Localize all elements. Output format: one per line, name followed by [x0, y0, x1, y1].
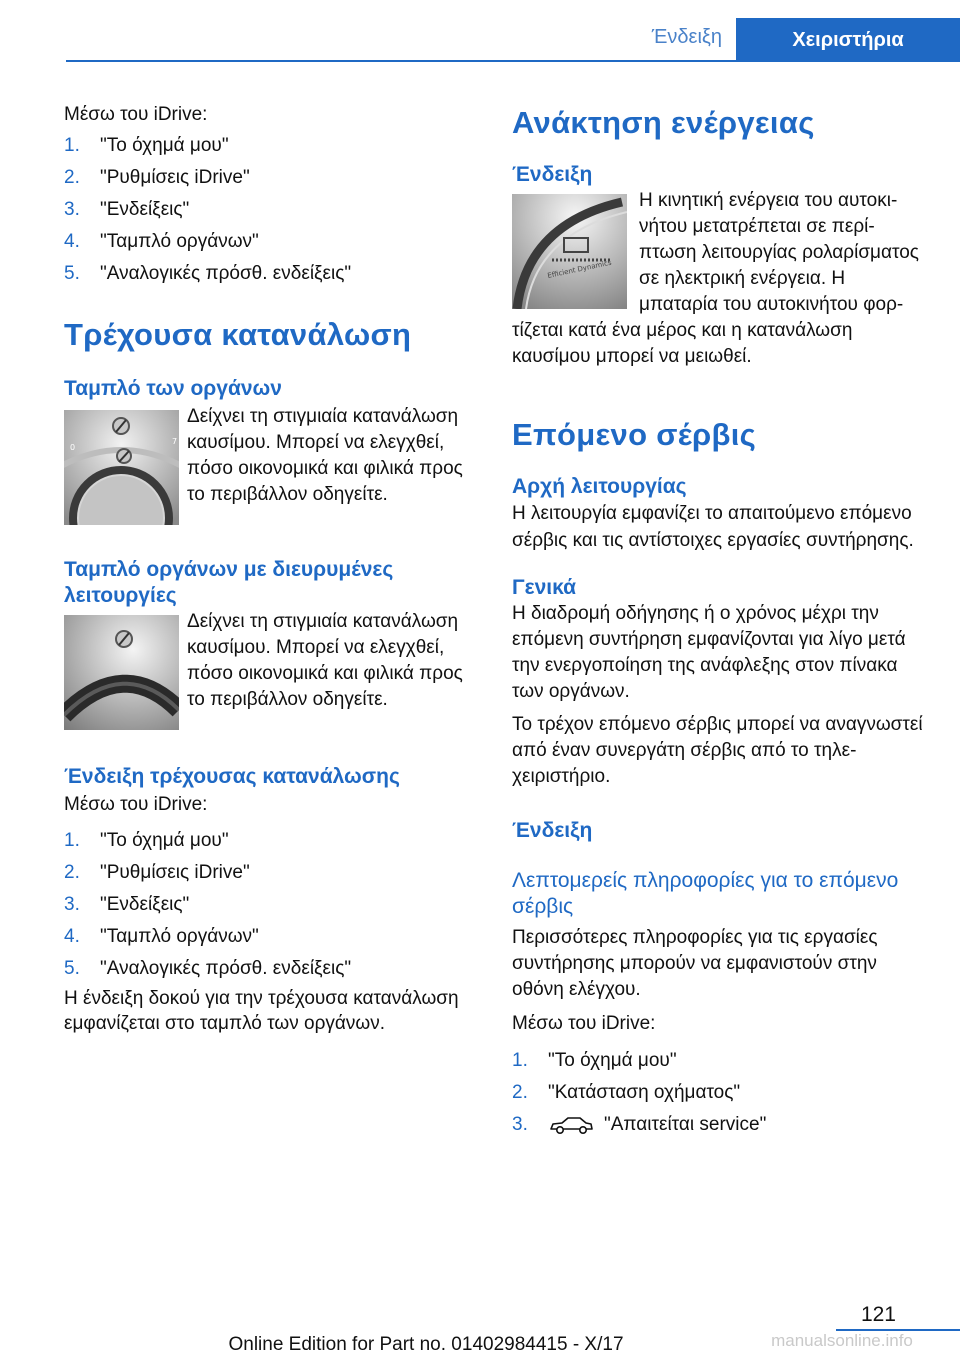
- list-number: 1.: [64, 135, 80, 156]
- idrive-steps-list: [64, 133, 474, 286]
- list-number: 2.: [64, 167, 80, 188]
- detailed-info-text: Περισσότερες πληροφορίες για τις εργασίες συντήρησης μπορούν να εμφανιστούν στην οθόνη ελέγχου.: [512, 927, 878, 1000]
- list-number: 3.: [64, 894, 80, 915]
- efficient-dynamics-label: Efficient Dynamics: [546, 258, 613, 280]
- list-item-text: "Ρυθμίσεις iDrive": [100, 862, 250, 883]
- extended-dashboard-description: Δείχνει τη στιγμιαία κατανάλωση καυσίμου. Μπορεί να ελεγχθεί, πόσο οικονομικά και φιλικά προς το περιβάλλον οδηγείτε.: [187, 611, 463, 710]
- list-number: 4.: [64, 926, 80, 947]
- watermark: manualsonline.info: [771, 1331, 913, 1350]
- energy-recovery-description: Η κινητική ενέργεια του αυτοκινήτου μετατρέπεται σε περίπτωση λειτουργίας ρολαρίσματος σε ηλεκτρική ενέργεια. Η μπαταρία του αυτοκινήτου φορτίζεται κατά ένα μέρος και η κατανάλωση καυσίμου μπορεί να μειωθεί.: [512, 190, 919, 367]
- footer-edition: Online Edition for Part no. 01402984415 - X/17: [228, 1334, 624, 1355]
- page-header: [0, 0, 960, 62]
- list-item-text: "Ρυθμίσεις iDrive": [100, 167, 250, 188]
- dashboard-figure-block: [64, 404, 474, 529]
- current-consumption-bar-description: Η ένδειξη δοκού για την τρέχουσα κατανάλωση εμφανίζεται στο ταμπλό των οργάνων.: [64, 988, 459, 1034]
- header-tab-indication: Ένδειξη: [651, 26, 722, 48]
- section-title-next-service: Επόμενο σέρβις: [512, 417, 757, 452]
- subsection-title-general: Γενικά: [512, 576, 577, 599]
- dashboard-description: Δείχνει τη στιγμιαία κατανάλωση καυσίμου. Μπορεί να ελεγχθεί, πόσο οικονομικά και φιλικά προς το περιβάλλον οδηγείτε.: [187, 406, 463, 505]
- list-number: 5.: [64, 958, 80, 979]
- subsection-title-principle: Αρχή λειτουργίας: [512, 475, 687, 498]
- list-number: 3.: [64, 199, 80, 220]
- list-item: [512, 1080, 924, 1105]
- extended-dashboard-figure-block: [64, 609, 474, 734]
- list-number: 4.: [64, 231, 80, 252]
- energy-recovery-gauge-image: [512, 194, 627, 309]
- list-number: 2.: [64, 862, 80, 883]
- list-number: 5.: [64, 263, 80, 284]
- idrive-intro-2: Μέσω του iDrive:: [64, 794, 208, 815]
- list-number: 1.: [512, 1050, 528, 1071]
- list-item-text: "Το όχημά μου": [100, 830, 229, 851]
- subsection-title-current-consumption-display: Ένδειξη τρέχουσας κατανάλωσης: [64, 765, 400, 788]
- section-title-current-consumption: Τρέχουσα κατανάλωση: [64, 317, 412, 352]
- car-service-icon: [548, 1114, 594, 1136]
- svg-text:7: 7: [172, 437, 178, 446]
- list-item-text: "Το όχημά μου": [548, 1050, 677, 1071]
- list-number: 1.: [64, 830, 80, 851]
- energy-recovery-figure-block: [512, 188, 924, 370]
- subsection-title-dashboard: Ταμπλό των οργάνων: [64, 377, 282, 400]
- dashboard-gauge-image: [64, 410, 179, 525]
- list-item: [64, 828, 474, 853]
- list-number: 2.: [512, 1082, 528, 1103]
- list-item: [64, 924, 474, 949]
- list-item-text: "Αναλογικές πρόσθ. ενδείξεις": [100, 263, 352, 284]
- list-item-text: "Ενδείξεις": [100, 199, 190, 220]
- list-item: [64, 229, 474, 254]
- list-item: [64, 956, 474, 981]
- svg-text:0: 0: [70, 443, 76, 452]
- header-tab-controls: Χειριστήρια: [736, 18, 960, 62]
- section-title-energy-recovery: Ανάκτηση ενέργειας: [512, 105, 815, 140]
- subsection-title-display: Ένδειξη: [512, 163, 593, 186]
- subsection-title-extended-dashboard: Ταμπλό οργάνων με διευρυμένες λειτουργίες: [64, 558, 394, 607]
- principle-text: Η λειτουργία εμφανίζει το απαιτούμενο επόμενο σέρβις και τις αντίστοιχες εργασίες συντήρησης.: [512, 503, 914, 551]
- idrive-steps-list-2: [64, 828, 474, 981]
- list-item: [64, 892, 474, 917]
- list-item: [64, 197, 474, 222]
- idrive-intro-3: Μέσω του iDrive:: [512, 1013, 656, 1034]
- general-text-1: Η διαδρομή οδήγησης ή ο χρόνος μέχρι την επόμενη συντήρηση εμφανίζονται για λίγο μετά την ενεργοποίηση της ανάφλεξης στον πίνακα των οργάνων.: [512, 603, 906, 702]
- list-number: 3.: [512, 1114, 528, 1135]
- list-item-text: "Αναλογικές πρόσθ. ενδείξεις": [100, 958, 352, 979]
- list-item: [64, 133, 474, 158]
- left-column: [64, 102, 474, 1036]
- list-item: [64, 860, 474, 885]
- extended-dashboard-gauge-image: [64, 615, 179, 730]
- list-item-text: "Απαιτείται service": [604, 1114, 767, 1135]
- list-item-text: "Ενδείξεις": [100, 894, 190, 915]
- list-item-text: "Ταμπλό οργάνων": [100, 926, 259, 947]
- list-item-text: "Το όχημά μου": [100, 135, 229, 156]
- list-item-text: "Κατάσταση οχήματος": [548, 1082, 741, 1103]
- list-item: [64, 261, 474, 286]
- list-item: [512, 1048, 924, 1073]
- list-item: [512, 1112, 924, 1137]
- idrive-steps-list-3: [512, 1048, 924, 1137]
- list-item-text: "Ταμπλό οργάνων": [100, 231, 259, 252]
- general-text-2: Το τρέχον επόμενο σέρβις μπορεί να αναγνωστεί από έναν συνεργάτη σέρβις από το τηλεχειριστήριο.: [512, 714, 923, 787]
- header-rule: [66, 60, 960, 62]
- subsection-title-detailed-info: Λεπτομερείς πληροφορίες για το επόμενο σέρβις: [512, 869, 899, 918]
- idrive-intro: Μέσω του iDrive:: [64, 104, 208, 125]
- right-column: [512, 104, 924, 1144]
- subsection-title-display-2: Ένδειξη: [512, 819, 593, 842]
- list-item: [64, 165, 474, 190]
- page-number: 121: [860, 1303, 896, 1326]
